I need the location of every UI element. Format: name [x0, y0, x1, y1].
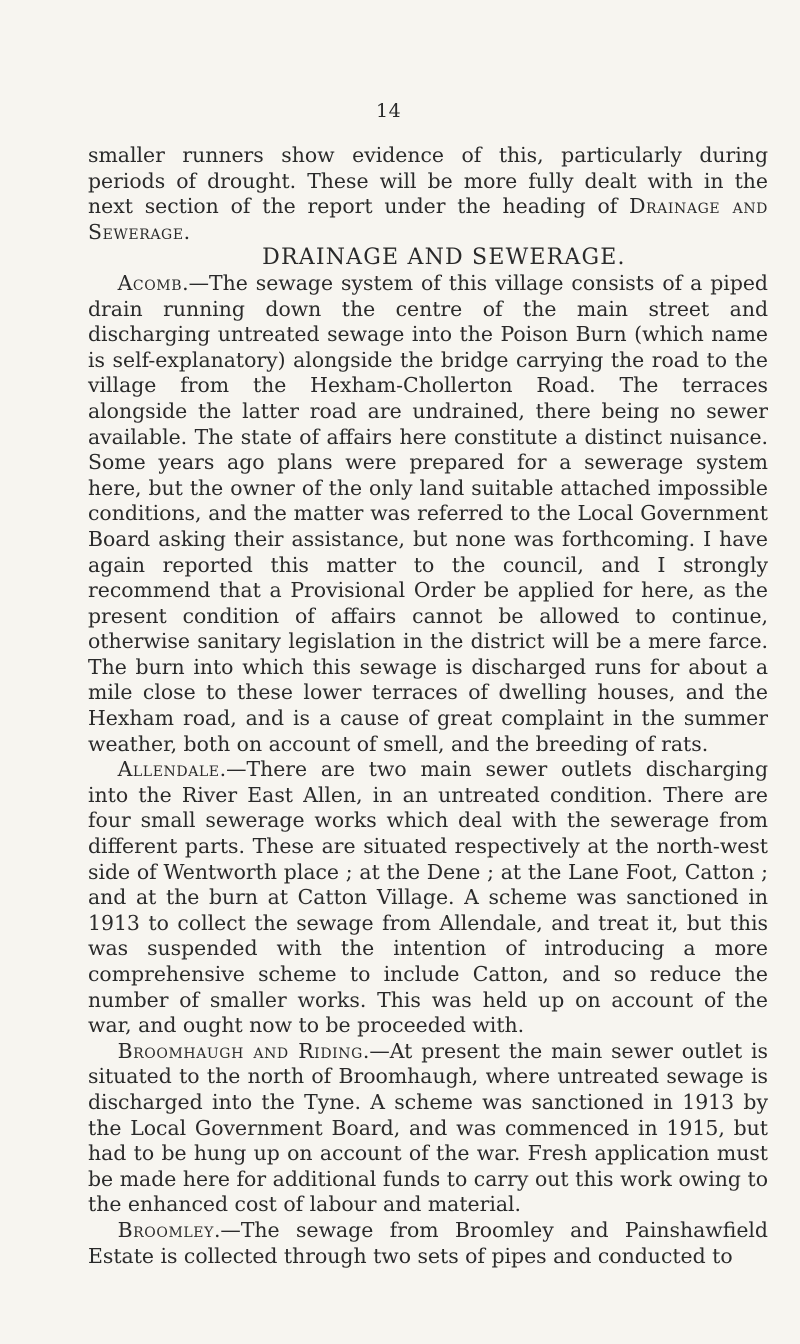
section-heading: DRAINAGE AND SEWERAGE. [262, 245, 626, 271]
paragraph-broomley [88, 1218, 768, 1269]
body-text [88, 143, 768, 1269]
intro-end: . [183, 219, 191, 244]
paragraph-body: .—At present the main sewer outlet is situated to the north of Broomhaugh, where untreated sewage is discharged into the Tyne. A scheme was sanctioned in 1913 by the Local Government Board, and was commenced in 1915, but had to be hung up on account of the war. Fresh application must be made here for additional funds to carry out this work owing to the enhanced cost of labour and material. [88, 1038, 768, 1217]
intro-paragraph [88, 143, 768, 245]
paragraph-allendale [88, 757, 768, 1039]
place-name-broomhaugh: Broomhaugh and Riding [117, 1038, 363, 1063]
intro-text: smaller runners show evidence of this, particularly during periods of drought. These will be more fully dealt with in the next section of the report under the heading of [88, 143, 768, 219]
place-name-allendale: Allendale [117, 757, 220, 782]
paragraph-broomhaugh [88, 1039, 768, 1218]
paragraph-body: .—The sewage system of this village consists of a piped drain running down the centre of the main street and discharging untreated sewage into the Poison Burn (which name is self-explanatory) alongside the bridge carrying the road to the village from the Hexham-Chollerton Road. The terraces alongside the latter road are undrained, there being no sewer available. The state of affairs here constitute a distinct nuisance. Some years ago plans were prepared for a sewerage system here, but the owner of the only land suitable attached impossible conditions, and the matter was referred to the Local Government Board asking their assistance, but none was forthcoming. I have again reported this matter to the council, and I strongly recommend that a Provisional Order be applied for here, as the present condition of affairs cannot be allowed to continue, otherwise sanitary legislation in the district will be a mere farce. The burn into which this sewage is discharged runs for about a mile close to these lower terraces of dwelling houses, and the Hexham road, and is a cause of great complaint in the summer weather, both on account of smell, and the breeding of rats. [88, 270, 768, 756]
place-name-acomb: Acomb [117, 270, 183, 295]
paragraph-acomb [88, 271, 768, 757]
paragraph-body: .—The sewage from Broomley and Painshawfield Estate is collected through two sets of pipes and conducted to [88, 1217, 768, 1268]
place-name-broomley: Broomley [117, 1217, 214, 1242]
section-reference: Drainage and Sewerage [88, 194, 768, 244]
paragraph-body: .—There are two main sewer outlets discharging into the River East Allen, in an untreated condition. There are four small sewerage works which deal with the sewerage from different parts. These are situated respectively at the north-west side of Wentworth place ; at the Dene ; at the Lane Foot, Catton ; and at the burn at Catton Village. A scheme was sanctioned in 1913 to collect the sewage from Allendale, and treat it, but this was suspended with the intention of introducing a more comprehensive scheme to include Catton, and so reduce the number of smaller works. This was held up on account of the war, and ought now to be proceeded with. [88, 757, 768, 1038]
page-number: 14 [376, 100, 402, 122]
